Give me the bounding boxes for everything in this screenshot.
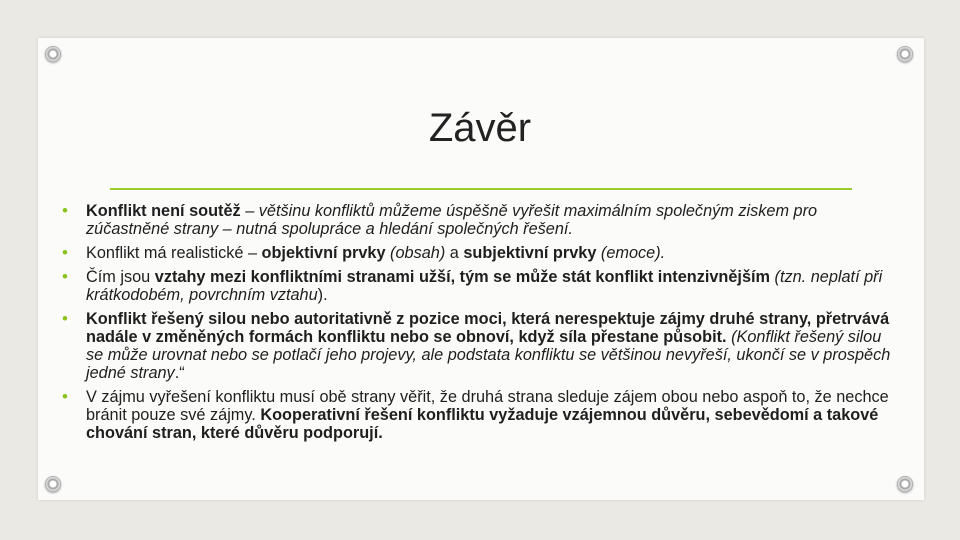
bullet-text: Čím jsou vztahy mezi konfliktními stranami užší, tým se může stát konflikt intenzivnějším (tzn. neplatí při krátkodobém, povrchním vztahu). [86, 268, 883, 304]
pin-icon [45, 46, 61, 62]
title-divider [110, 188, 852, 190]
pin-icon [45, 476, 61, 492]
bullet-item [62, 244, 902, 262]
bullet-icon: • [62, 387, 68, 406]
pin-icon [897, 46, 913, 62]
bullet-item [62, 388, 902, 442]
bullet-icon: • [62, 201, 68, 220]
bullet-icon: • [62, 309, 68, 328]
bullet-text: Konflikt řešený silou nebo autoritativně z pozice moci, která nerespektuje zájmy druhé strany, přetrvává nadále v změněných formách konfliktu nebo se obnoví, když síla přestane působit. (Konflikt řešený silou se může urovnat nebo se potlačí jeho projevy, ale podstata konfliktu se většinou nevyřeší, ukončí se v prospěch jedné strany.“ [86, 310, 891, 382]
bullet-item [62, 310, 902, 382]
bullet-text: V zájmu vyřešení konfliktu musí obě strany věřit, že druhá strana sleduje zájem obou nebo aspoň to, že nechce bránit pouze své zájmy. Kooperativní řešení konfliktu vyžaduje vzájemnou důvěru, sebevědomí a takové chování stran, které důvěru podporují. [86, 388, 889, 442]
bullet-list [62, 202, 902, 448]
bullet-item [62, 268, 902, 304]
bullet-item [62, 202, 902, 238]
bullet-text: Konflikt není soutěž – většinu konfliktů můžeme úspěšně vyřešit maximálním společným ziskem pro zúčastněné strany – nutná spolupráce a hledání společných řešení. [86, 202, 818, 238]
bullet-icon: • [62, 243, 68, 262]
slide-title: Závěr [428, 106, 532, 150]
pin-icon [897, 476, 913, 492]
bullet-text: Konflikt má realistické – objektivní prvky (obsah) a subjektivní prvky (emoce). [86, 244, 666, 262]
bullet-icon: • [62, 267, 68, 286]
